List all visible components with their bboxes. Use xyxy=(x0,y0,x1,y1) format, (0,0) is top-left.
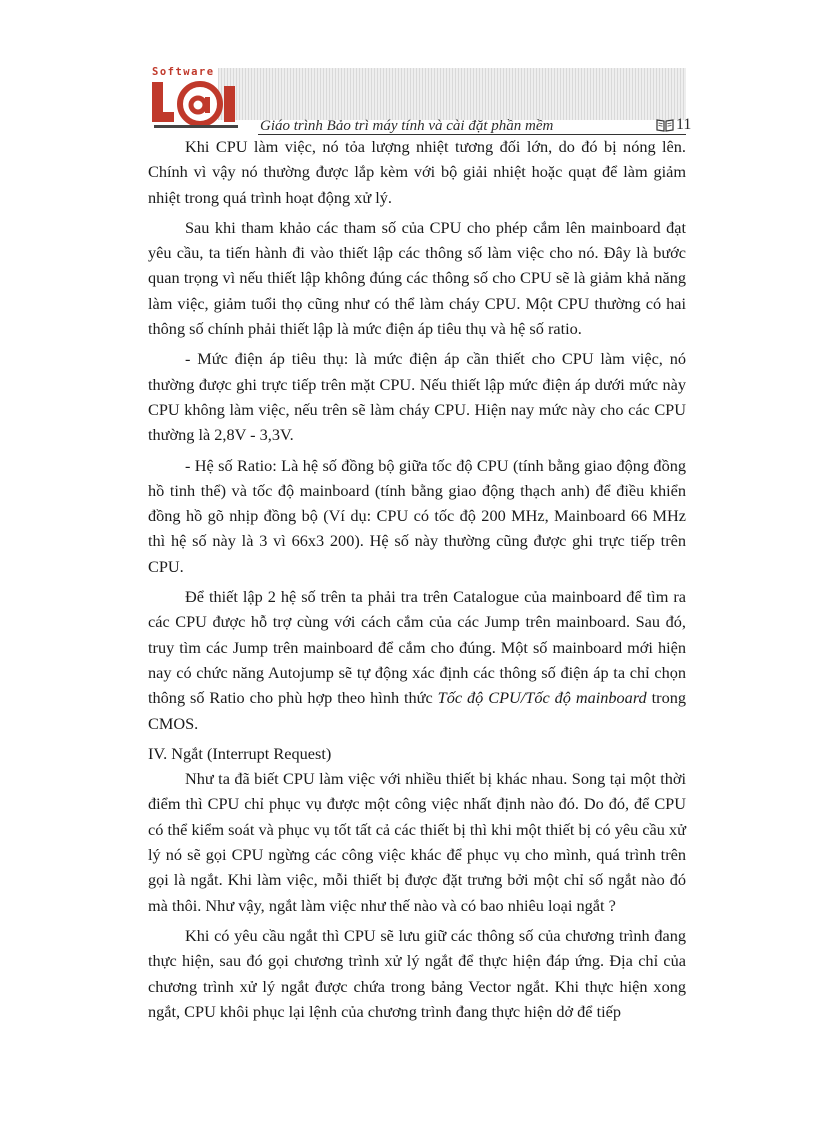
header-band xyxy=(218,68,686,120)
paragraph-interrupt-intro: Như ta đã biết CPU làm việc với nhiều thiết bị khác nhau. Song tại một thời điểm thì CPU chỉ phục vụ được một công việc nhất định nào đó. Do đó, để CPU có thể kiểm soát và phục vụ tốt tất cả các thiết bị thì khi một thiết bị có yêu cầu xử lý nó sẽ gọi CPU ngừng các công việc khác để phục vụ cho mình, quá trình trên gọi là ngắt. Khi làm việc, mỗi thiết bị được đặt trưng bởi một chỉ số ngắt nào đó mà thôi. Như vậy, ngắt làm việc như thế nào và có bao nhiêu loại ngắt ? xyxy=(148,769,686,915)
section-heading: IV. Ngắt (Interrupt Request) xyxy=(148,743,332,763)
paragraph-cpu-settings: Sau khi tham khảo các tham số của CPU cho phép cắm lên mainboard đạt yêu cầu, ta tiến hành đi vào thiết lập các thông số làm việc cho nó. Đây là bước quan trọng vì nếu thiết lập không đúng các thông số cho CPU sẽ là giảm khả năng làm việc, giảm tuổi thọ cũng như có thể làm cháy CPU. Một CPU thường có hai thông số chính phải thiết lập là mức điện áp tiêu thụ và hệ số ratio. xyxy=(148,217,686,339)
paragraph-jumpers xyxy=(148,584,686,736)
paragraph-ratio: - Hệ số Ratio: Là hệ số đồng bộ giữa tốc độ CPU (tính bằng giao động đồng hồ tinh thể) và tốc độ mainboard (tính bằng giao động thạch anh) để điều khiển đồng hồ gõ nhịp đồng bộ (Ví dụ: CPU có tốc độ 200 MHz, Mainboard 66 MHz thì hệ số này là 3 vì 66x3 200). Hệ số này thường cũng được ghi trực tiếp trên CPU. xyxy=(148,455,686,576)
page-number: 11 xyxy=(676,116,692,133)
ratio-formula-italic: Tốc độ CPU/Tốc độ mainboard xyxy=(437,688,647,708)
logo-text: Software xyxy=(152,66,215,78)
publisher-logo xyxy=(148,66,240,132)
logo-at-icon xyxy=(150,80,240,130)
header-title: Giáo trình Bảo trì máy tính và cài đặt phần mềm xyxy=(260,118,554,134)
paragraph-interrupt-handling: Khi có yêu cầu ngắt thì CPU sẽ lưu giữ các thông số của chương trình đang thực hiện, sau đó gọi chương trình xử lý ngắt để thực hiện đáp ứng. Địa chỉ của chương trình xử lý ngắt được chứa trong bảng Vector ngắt. Khi thực hiện xong ngắt, CPU khôi phục lại lệnh của chương trình đang thực hiện dở để tiếp xyxy=(148,925,686,1021)
jumpers-text-end: trong CMOS. xyxy=(148,688,686,733)
page-header xyxy=(148,66,692,134)
page-body xyxy=(148,134,686,1024)
paragraph-cpu-heat: Khi CPU làm việc, nó tỏa lượng nhiệt tương đối lớn, do đó bị nóng lên. Chính vì vậy nó thường được lắp kèm với bộ giải nhiệt hoặc quạt để làm giảm nhiệt trong quá trình hoạt động xử lý. xyxy=(148,137,686,207)
book-icon xyxy=(656,118,674,133)
paragraph-voltage: - Mức điện áp tiêu thụ: là mức điện áp cần thiết cho CPU làm việc, nó thường được ghi trực tiếp trên mặt CPU. Nếu thiết lập mức điện áp dưới mức này CPU không làm việc, nếu trên sẽ làm cháy CPU. Hiện nay mức này cho các CPU thường là 2,8V - 3,3V. xyxy=(148,349,686,445)
jumpers-text-start: Để thiết lập 2 hệ số trên ta phải tra trên Catalogue của mainboard để tìm ra các CPU được hỗ trợ cùng với cách cắm của các Jump trên mainboard. Sau đó, truy tìm các Jump trên mainboard để cắm cho đúng. Một số mainboard mới hiện nay có chức năng Autojump sẽ tự động xác định các thông số điện áp ta chỉ chọn thông số Ratio cho phù hợp theo hình thức xyxy=(148,587,686,708)
